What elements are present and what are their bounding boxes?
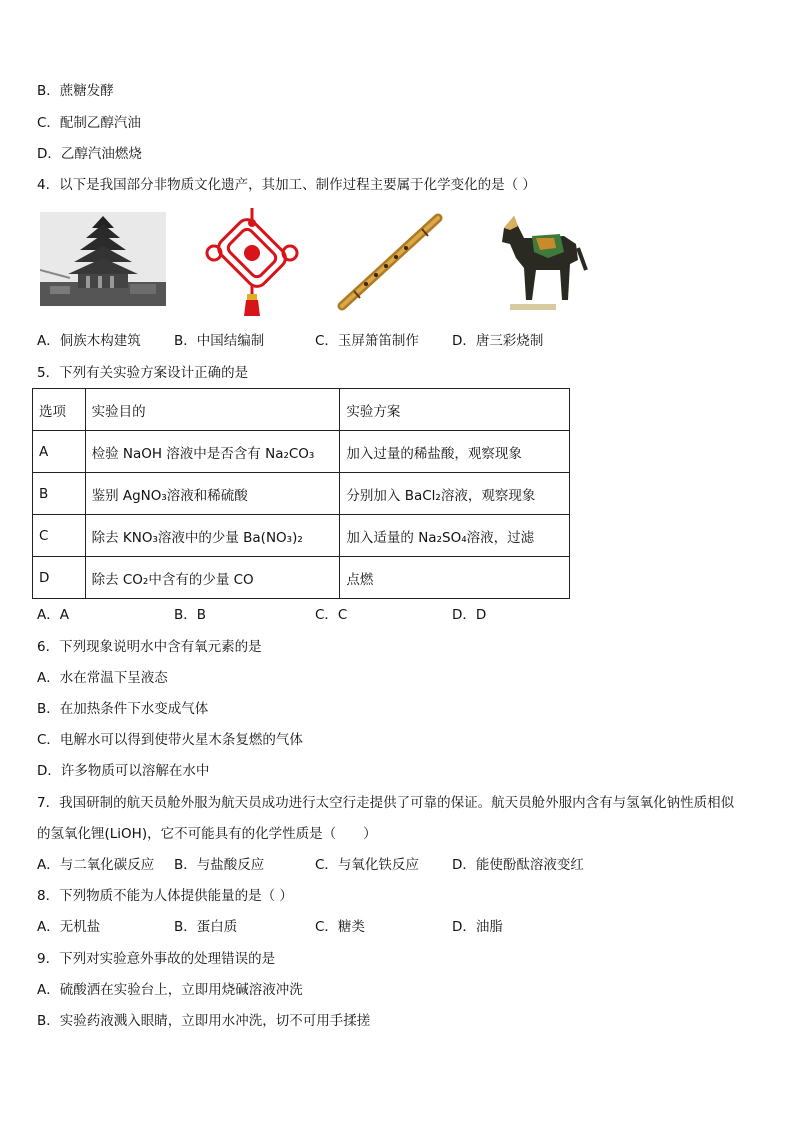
bamboo-flute-image [336, 212, 444, 312]
q5-option-c: C．C [315, 607, 348, 623]
q8-stem: 8．下列物质不能为人体提供能量的是（ ） [37, 888, 293, 904]
row-plan: 分别加入 BaCl₂溶液，观察现象 [340, 473, 570, 515]
q4-stem: 4．以下是我国部分非物质文化遗产，其加工、制作过程主要属于化学变化的是（ ） [37, 177, 536, 193]
chinese-knot-image [202, 208, 302, 318]
q3-option-d: D．乙醇汽油燃烧 [37, 146, 142, 162]
q7-option-d: D．能使酚酞溶液变红 [452, 857, 584, 873]
q3-option-c: C．配制乙醇汽油 [37, 115, 141, 131]
q8-option-b: B．蛋白质 [174, 919, 238, 935]
drum-tower-image [40, 212, 166, 306]
header-plan: 实验方案 [340, 389, 570, 431]
q7-option-c: C．与氧化铁反应 [315, 857, 419, 873]
q7-stem-line2: 的氢氧化锂(LiOH)，它不可能具有的化学性质是（ ） [37, 826, 377, 842]
q5-table [32, 388, 570, 599]
table-row [33, 557, 570, 599]
q4-option-a: A．侗族木构建筑 [37, 333, 141, 349]
q8-option-d: D．油脂 [452, 919, 503, 935]
q6-option-b: B．在加热条件下水变成气体 [37, 701, 209, 717]
q6-option-c: C．电解水可以得到使带火星木条复燃的气体 [37, 732, 303, 748]
q5-option-d: D．D [452, 607, 487, 623]
row-plan: 点燃 [340, 557, 570, 599]
row-label: C [33, 515, 86, 557]
q7-option-b: B．与盐酸反应 [174, 857, 265, 873]
q6-stem: 6．下列现象说明水中含有氧元素的是 [37, 639, 262, 655]
row-label: B [33, 473, 86, 515]
q4-option-d: D．唐三彩烧制 [452, 333, 544, 349]
q5-stem: 5．下列有关实验方案设计正确的是 [37, 365, 249, 381]
q9-option-a: A．硫酸洒在实验台上，立即用烧碱溶液冲洗 [37, 982, 303, 998]
q6-option-a: A．水在常温下呈液态 [37, 670, 168, 686]
q4-option-b: B．中国结编制 [174, 333, 265, 349]
header-option: 选项 [33, 389, 86, 431]
q4-option-c: C．玉屏箫笛制作 [315, 333, 419, 349]
table-row [33, 473, 570, 515]
tang-sancai-horse-image [474, 208, 592, 318]
q9-stem: 9．下列对实验意外事故的处理错误的是 [37, 951, 276, 967]
row-purpose: 除去 CO₂中含有的少量 CO [85, 557, 340, 599]
header-purpose: 实验目的 [85, 389, 340, 431]
q7-option-a: A．与二氧化碳反应 [37, 857, 155, 873]
table-row [33, 515, 570, 557]
row-label: A [33, 431, 86, 473]
row-purpose: 除去 KNO₃溶液中的少量 Ba(NO₃)₂ [85, 515, 340, 557]
q6-option-d: D．许多物质可以溶解在水中 [37, 763, 210, 779]
table-header-row [33, 389, 570, 431]
q7-stem-line1: 7．我国研制的航天员舱外服为航天员成功进行太空行走提供了可靠的保证。航天员舱外服内含有与氢氧化钠性质相似 [37, 795, 735, 811]
row-purpose: 鉴别 AgNO₃溶液和稀硫酸 [85, 473, 340, 515]
q8-option-c: C．糖类 [315, 919, 365, 935]
q5-option-a: A．A [37, 607, 69, 623]
table-row [33, 431, 570, 473]
row-purpose: 检验 NaOH 溶液中是否含有 Na₂CO₃ [85, 431, 340, 473]
row-plan: 加入过量的稀盐酸，观察现象 [340, 431, 570, 473]
row-label: D [33, 557, 86, 599]
row-plan: 加入适量的 Na₂SO₄溶液，过滤 [340, 515, 570, 557]
q5-option-b: B．B [174, 607, 207, 623]
q8-option-a: A．无机盐 [37, 919, 101, 935]
q9-option-b: B．实验药液溅入眼睛，立即用水冲洗，切不可用手揉搓 [37, 1013, 371, 1029]
q3-option-b: B．蔗糖发酵 [37, 83, 114, 99]
